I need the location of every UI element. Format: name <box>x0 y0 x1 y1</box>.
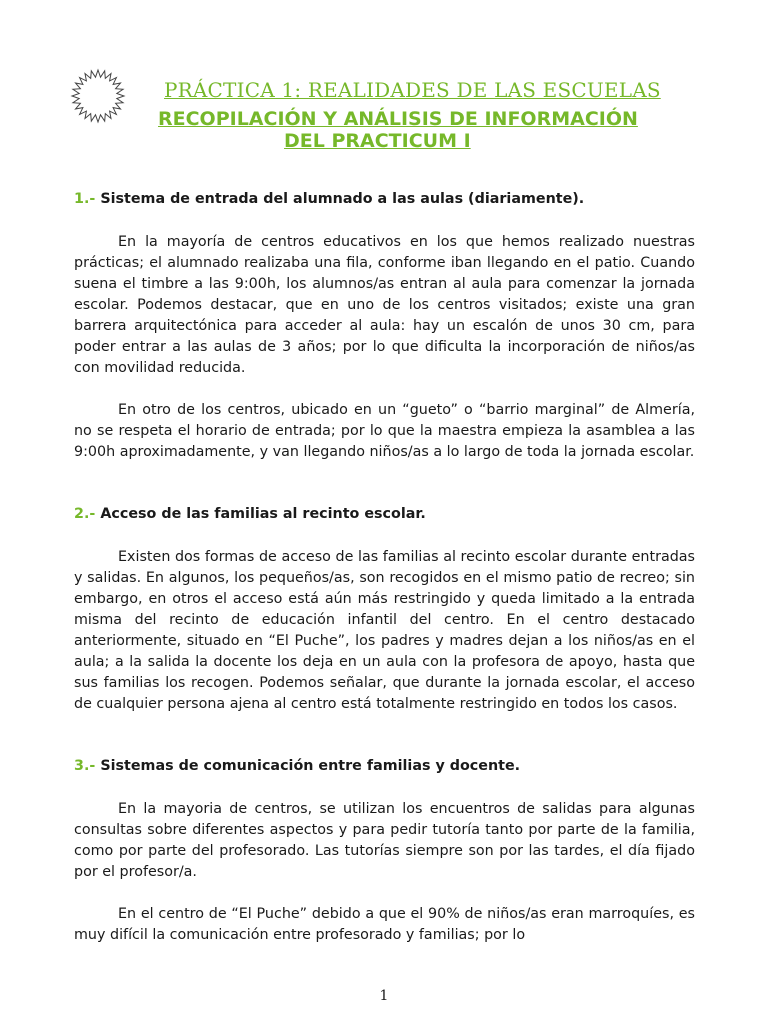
starburst-seal-icon <box>70 68 126 124</box>
paragraph: En la mayoria de centros, se utilizan los encuentros de salidas para algunas consultas sobre diferentes aspectos y para pedir tutoría tanto por parte de la familia, como por parte del profesorado. Las tutorías siempre son por las tardes, el día fijado por el profesor/a. <box>74 801 695 880</box>
section-number: 2.- <box>74 506 96 522</box>
section-number: 3.- <box>74 758 96 774</box>
section-heading-2 <box>74 503 695 525</box>
section-heading-3 <box>74 755 695 777</box>
paragraph: En otro de los centros, ubicado en un “gueto” o “barrio marginal” de Almería, no se respeta el horario de entrada; por lo que la maestra empieza la asamblea a las 9:00h aproximadamente, y van llegando niños/as a lo largo de toda la jornada escolar. <box>74 402 695 460</box>
paragraph: En el centro de “El Puche” debido a que el 90% de niños/as eran marroquíes, es muy difícil la comunicación entre profesorado y familias; por lo <box>74 906 695 943</box>
section-number: 1.- <box>74 191 96 207</box>
section-title: Acceso de las familias al recinto escolar. <box>100 506 426 522</box>
section-title: Sistemas de comunicación entre familias y docente. <box>100 758 521 774</box>
page-title: PRÁCTICA 1: REALIDADES DE LAS ESCUELAS <box>164 78 661 102</box>
paragraph: En la mayoría de centros educativos en los que hemos realizado nuestras prácticas; el alumnado realizaba una fila, conforme iban llegando en el patio. Cuando suena el timbre a las 9:00h, los alumnos/as entran al aula para comenzar la jornada escolar. Podemos destacar, que en uno de los centros visitados; existe una gran barrera arquitectónica para acceder al aula: hay un escalón de unos 30 cm, para poder entrar a las aulas de 3 años; por lo que dificulta la incorporación de niños/as con movilidad reducida. <box>74 234 695 376</box>
subtitle-line-2: DEL PRACTICUM I <box>284 130 471 152</box>
page-number: 1 <box>379 988 389 1004</box>
document-body <box>74 188 695 946</box>
section-title: Sistema de entrada del alumnado a las aulas (diariamente). <box>100 191 585 207</box>
paragraph: Existen dos formas de acceso de las familias al recinto escolar durante entradas y salidas. En algunos, los pequeños/as, son recogidos en el mismo patio de recreo; sin embargo, en otros el acceso está aún más restringido y queda limitado a la entrada misma del recinto de educación infantil del centro. En el centro destacado anteriormente, situado en “El Puche”, los padres y madres dejan a los niños/as en el aula; a la salida la docente los deja en un aula con la profesora de apoyo, hasta que sus familias los recogen. Podemos señalar, que durante la jornada escolar, el acceso de cualquier persona ajena al centro está totalmente restringido en todos los casos. <box>74 549 695 712</box>
title-block <box>150 78 710 152</box>
section-heading-1 <box>74 188 695 210</box>
subtitle-line-1: RECOPILACIÓN Y ANÁLISIS DE INFORMACIÓN <box>158 108 638 130</box>
